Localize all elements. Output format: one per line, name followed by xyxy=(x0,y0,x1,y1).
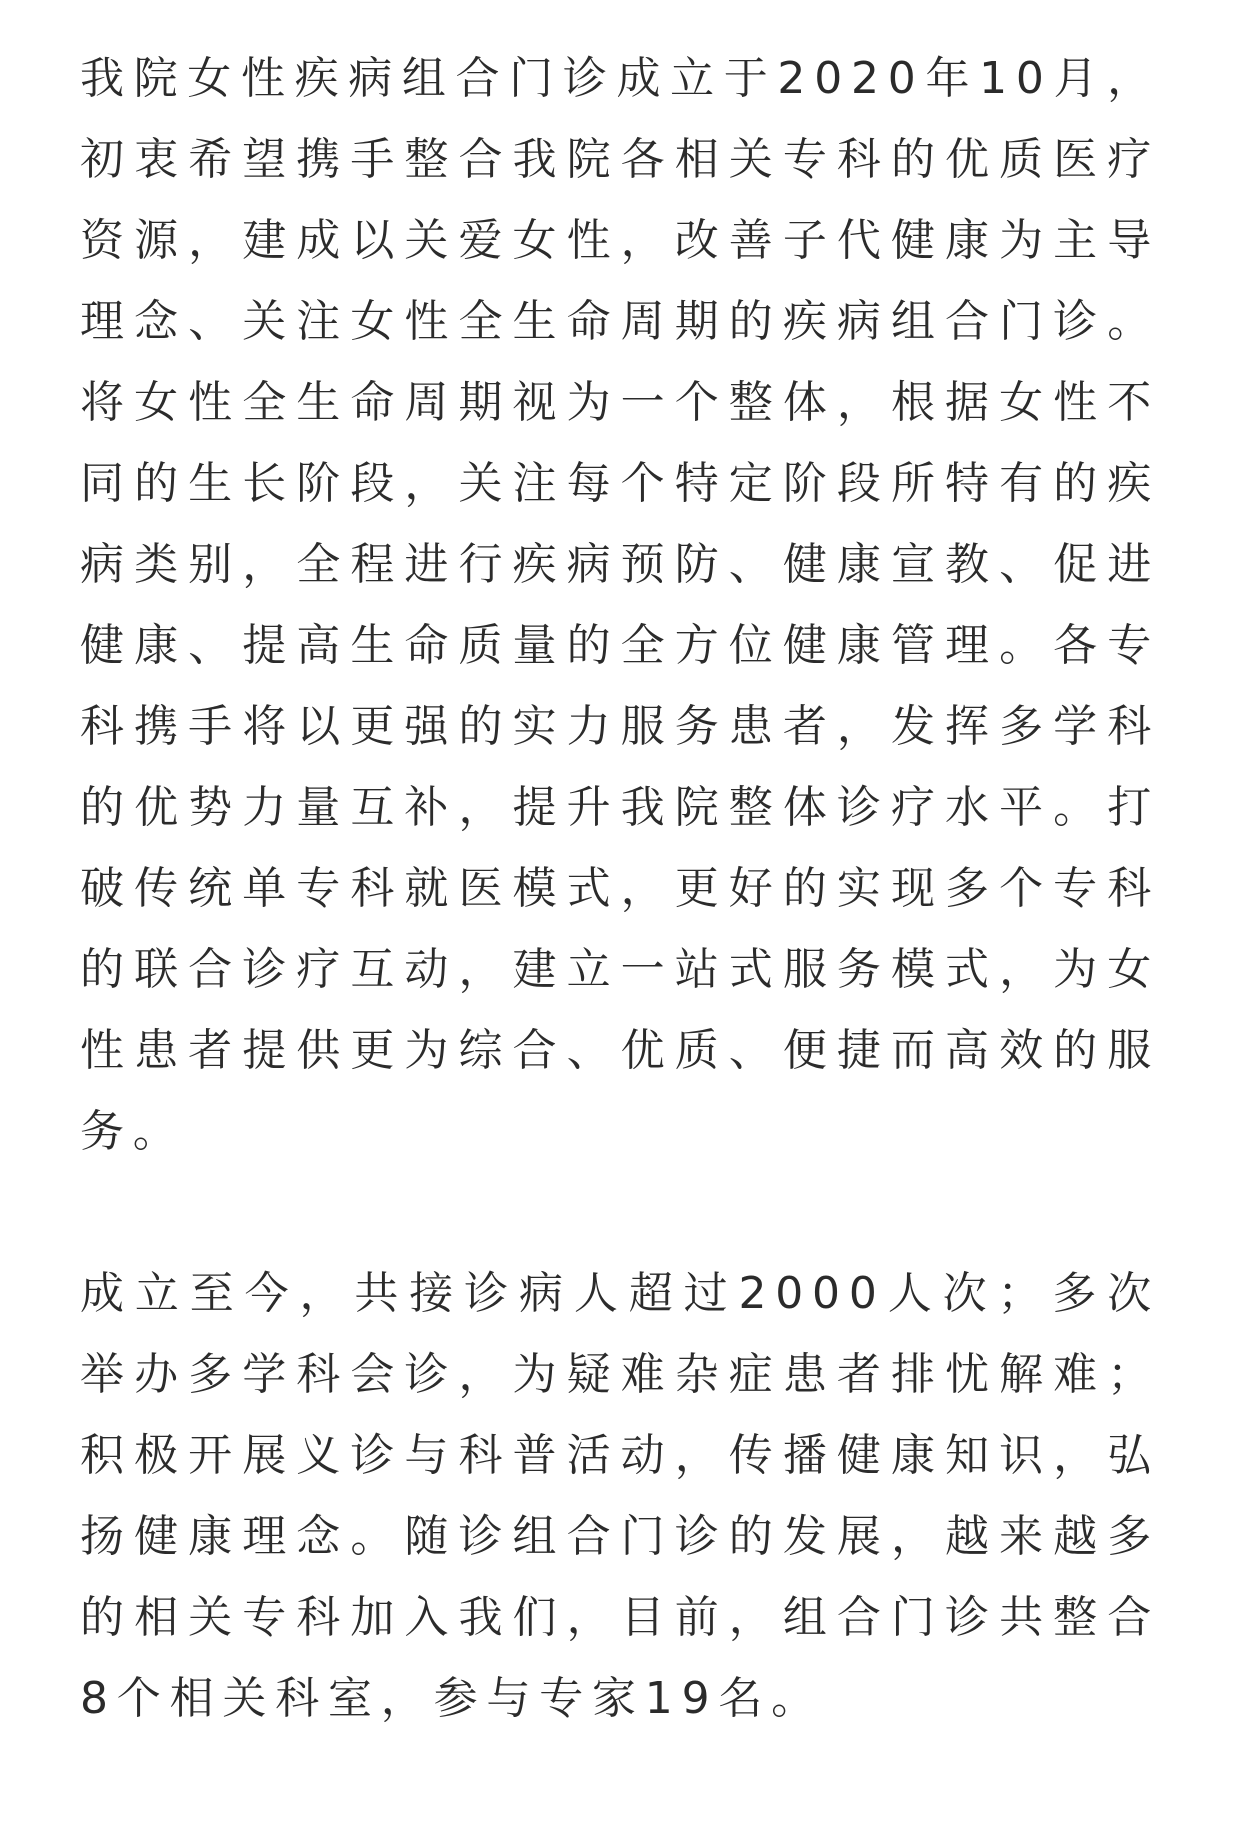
paragraph-introduction: 我院女性疾病组合门诊成立于2020年10月，初衷希望携手整合我院各相关专科的优质医疗资源，建成以关爱女性，改善子代健康为主导理念、关注女性全生命周期的疾病组合门诊。将女性全生命周期视为一个整体，根据女性不同的生长阶段，关注每个特定阶段所特有的疾病类别，全程进行疾病预防、健康宣教、促进健康、提高生命质量的全方位健康管理。各专科携手将以更强的实力服务患者，发挥多学科的优势力量互补，提升我院整体诊疗水平。打破传统单专科就医模式，更好的实现多个专科的联合诊疗互动，建立一站式服务模式，为女性患者提供更为综合、优质、便捷而高效的服务。 xyxy=(80,53,1160,1157)
article-body xyxy=(80,38,1160,1739)
paragraph-achievements: 成立至今，共接诊病人超过2000人次；多次举办多学科会诊，为疑难杂症患者排忧解难；积极开展义诊与科普活动，传播健康知识，弘扬健康理念。随诊组合门诊的发展，越来越多的相关专科加入我们，目前，组合门诊共整合8个相关科室，参与专家19名。 xyxy=(80,1268,1160,1724)
